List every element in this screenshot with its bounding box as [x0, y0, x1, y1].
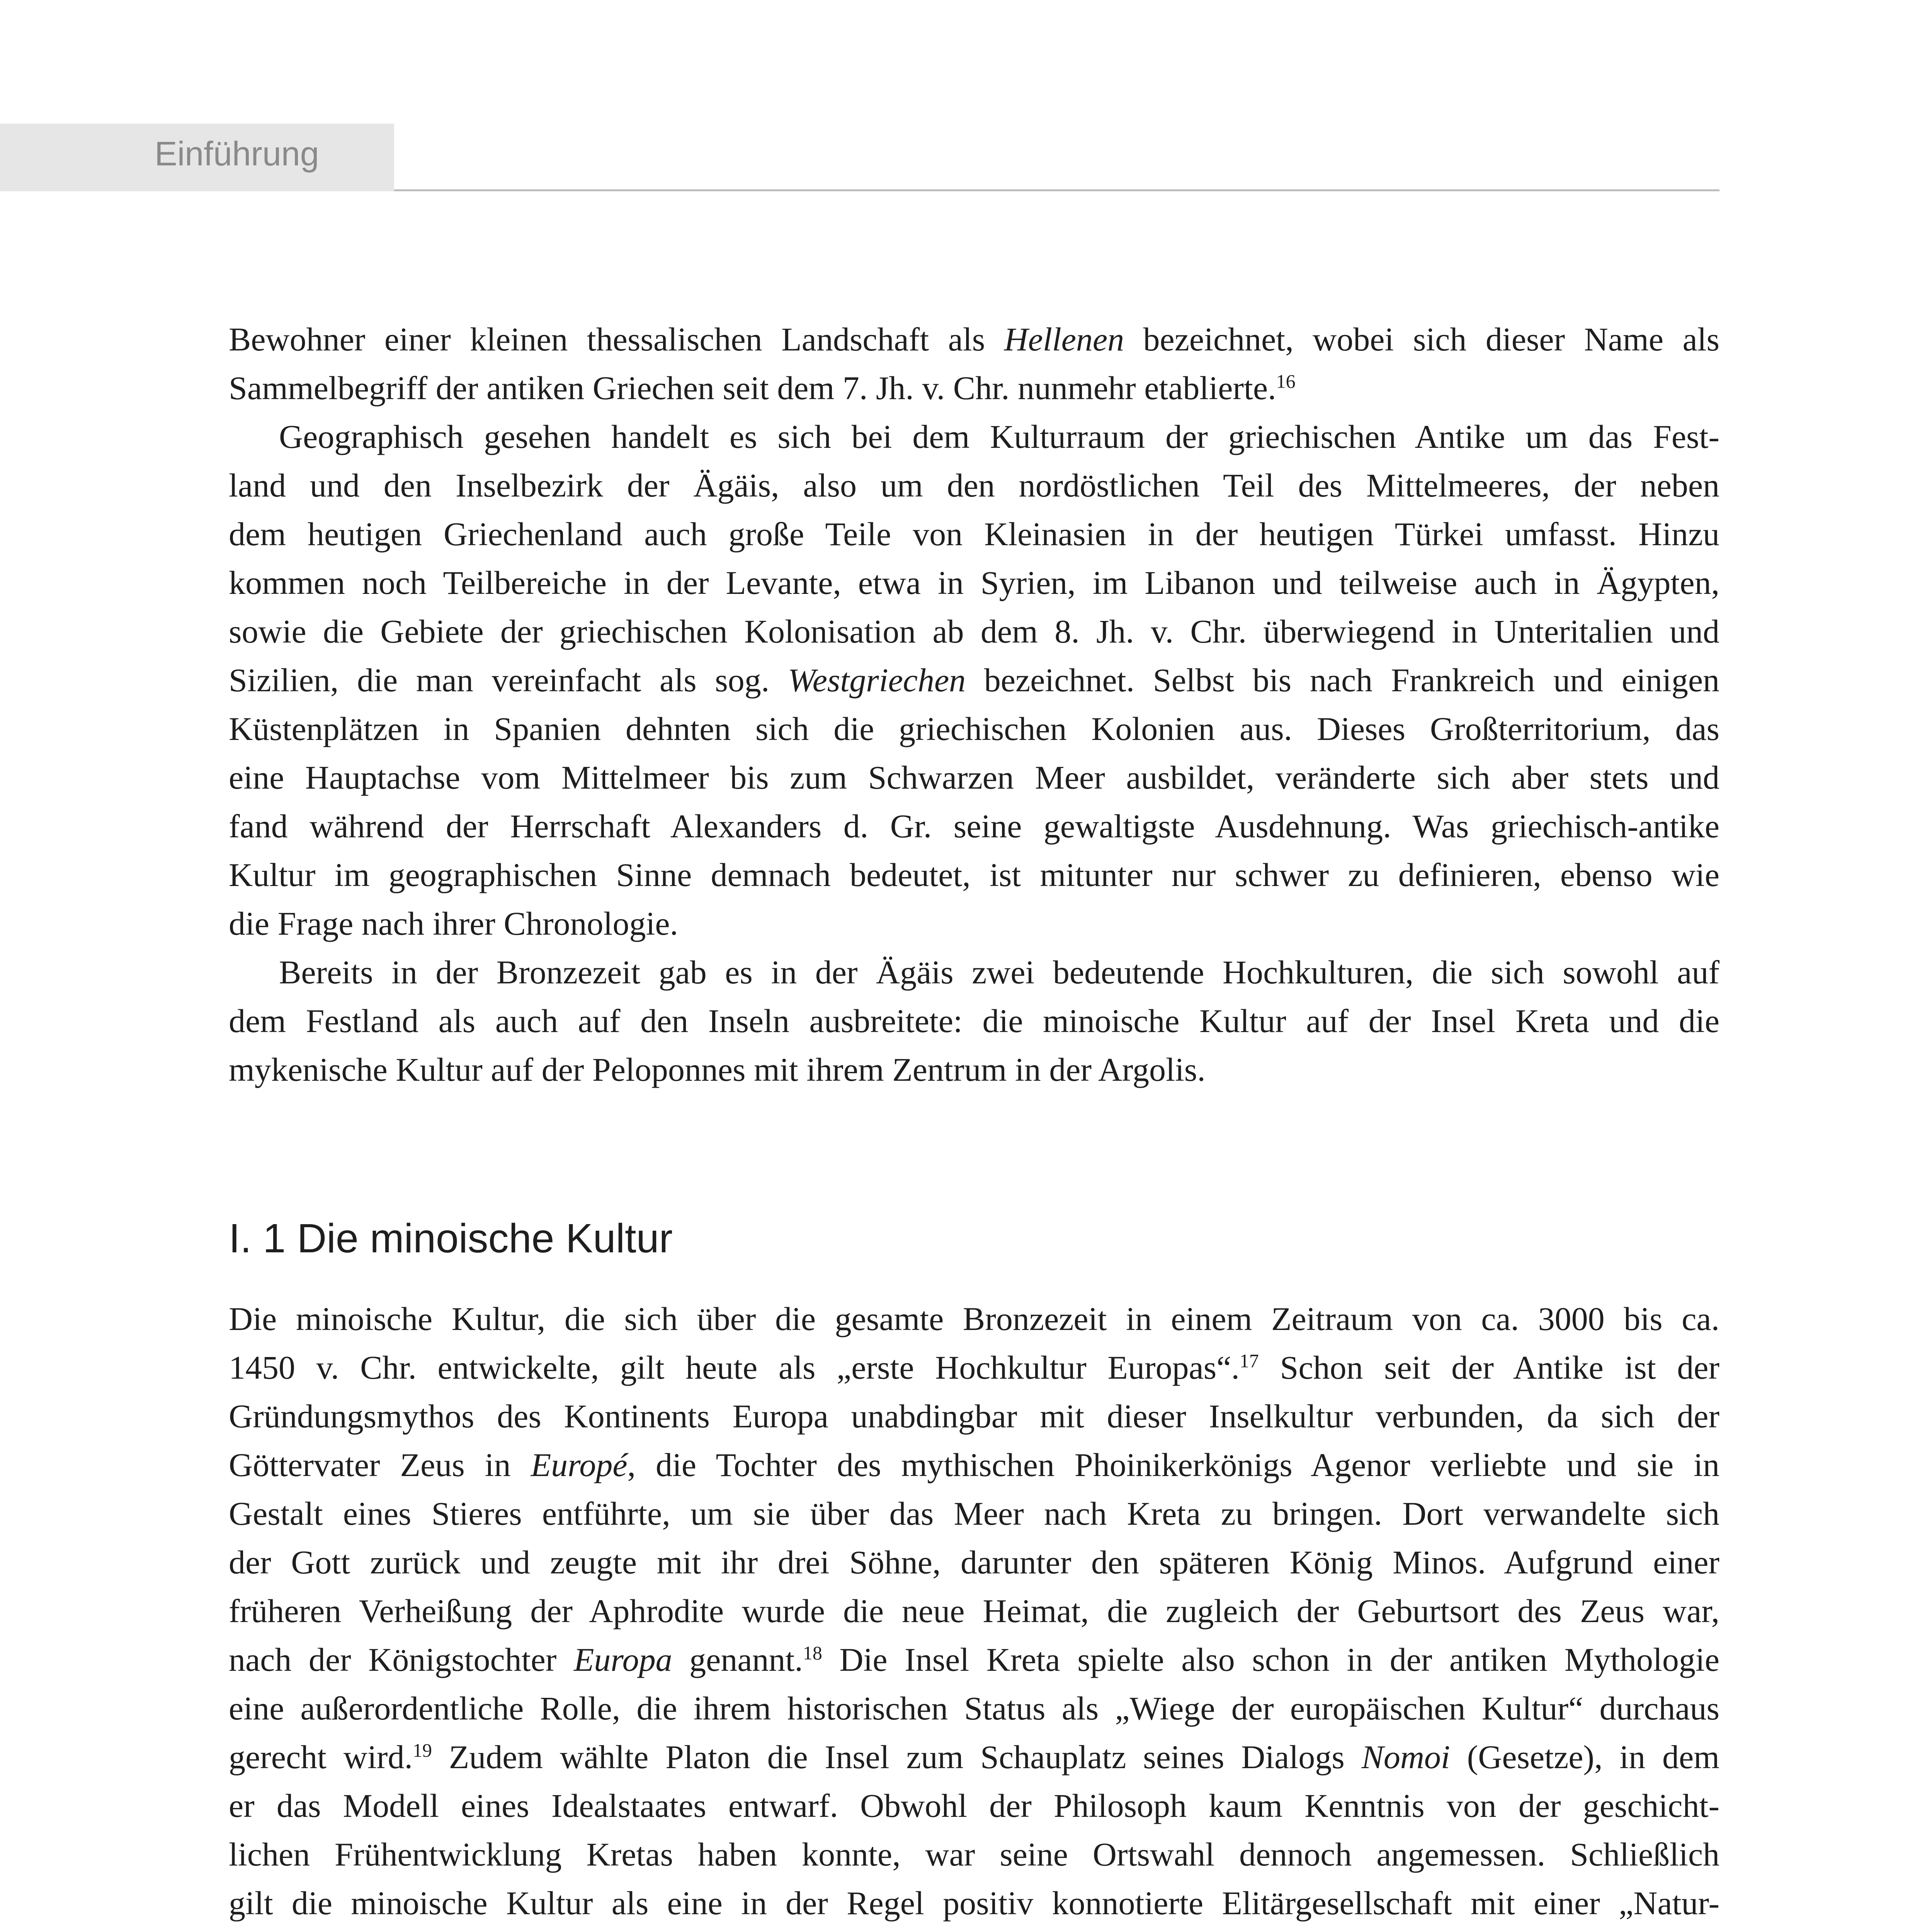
- text-line: [229, 899, 1719, 948]
- text-run: gerecht wird.: [229, 1738, 413, 1776]
- text-run: , die Tochter des mythischen Phoinikerkönigs Agenor verliebte und sie in: [627, 1446, 1719, 1483]
- text-run: genannt.: [672, 1641, 803, 1678]
- text-line: [229, 558, 1719, 607]
- text-line: [229, 948, 1719, 997]
- text-run: eine Hauptachse vom Mittelmeer bis zum Schwarzen Meer ausbildet, veränderte sich aber stets und: [229, 759, 1719, 796]
- text-run: Bereits in der Bronzezeit gab es in der Ägäis zwei bedeutende Hochkulturen, die sich sowohl auf: [279, 954, 1719, 991]
- text-line: [229, 1538, 1719, 1587]
- text-run: kommen noch Teilbereiche in der Levante, etwa in Syrien, im Libanon und teilweise auch in Ägypten,: [229, 564, 1719, 601]
- text-run: eine außerordentliche Rolle, die ihrem historischen Status als „Wiege der europäischen Kultur“ durchaus: [229, 1690, 1719, 1727]
- text-line: [229, 704, 1719, 753]
- text-line: [229, 1830, 1719, 1879]
- text-line: [229, 997, 1719, 1045]
- text-run: der Gott zurück und zeugte mit ihr drei Söhne, darunter den späteren König Minos. Aufgrund einer: [229, 1544, 1719, 1581]
- text-line: [229, 1294, 1719, 1343]
- text-line: [229, 1587, 1719, 1635]
- text-run: die Frage nach ihrer Chronologie.: [229, 905, 679, 942]
- text-line: [229, 364, 1719, 412]
- italic-term: Europé: [531, 1446, 628, 1483]
- text-run: sowie die Gebiete der griechischen Kolonisation ab dem 8. Jh. v. Chr. überwiegend in Unteritalien und: [229, 613, 1719, 650]
- text-run: (Gesetze), in dem: [1450, 1738, 1720, 1776]
- text-run: Zudem wählte Platon die Insel zum Schauplatz seines Dialogs: [432, 1738, 1362, 1776]
- text-line: [229, 1392, 1719, 1440]
- text-run: gilt die minoische Kultur als eine in der Regel positiv konnotierte Elitärgesellschaft mit einer „Natur-: [229, 1884, 1719, 1922]
- italic-term: Nomoi: [1361, 1738, 1450, 1776]
- text-run: Kultur im geographischen Sinne demnach bedeutet, ist mitunter nur schwer zu definieren, ebenso wie: [229, 856, 1719, 893]
- paragraph-intro: [229, 315, 1719, 412]
- text-run: mykenische Kultur auf der Peloponnes mit ihrem Zentrum in der Argolis.: [229, 1051, 1206, 1088]
- text-line: [229, 1045, 1719, 1094]
- text-line: [229, 461, 1719, 510]
- text-run: früheren Verheißung der Aphrodite wurde die neue Heimat, die zugleich der Geburtsort des Zeus war,: [229, 1592, 1719, 1629]
- italic-term: Hellenen: [1004, 321, 1124, 358]
- text-line: [229, 1684, 1719, 1733]
- text-run: fand während der Herrschaft Alexanders d. Gr. seine gewaltigste Ausdehnung. Was griechisch-antike: [229, 808, 1719, 845]
- text-run: dem Festland als auch auf den Inseln ausbreitete: die minoische Kultur auf der Insel Kreta und die: [229, 1002, 1719, 1039]
- text-run: Sammelbegriff der antiken Griechen seit dem 7. Jh. v. Chr. nunmehr etablierte.: [229, 369, 1276, 406]
- paragraph-minoan-culture: [229, 1294, 1719, 1932]
- text-run: er das Modell eines Idealstaates entwarf. Obwohl der Philosoph kaum Kenntnis von der geschicht-: [229, 1787, 1719, 1824]
- footnote-ref: 17: [1239, 1350, 1259, 1372]
- footnote-ref: 19: [412, 1739, 432, 1761]
- text-line: [229, 1927, 1719, 1932]
- text-run: Gründungsmythos des Kontinents Europa unabdingbar mit dieser Inselkultur verbunden, da sich der: [229, 1398, 1719, 1435]
- footnote-ref: 16: [1276, 370, 1296, 392]
- text-line: [229, 1733, 1719, 1781]
- text-run: Schon seit der Antike ist der: [1259, 1349, 1720, 1386]
- text-run: land und den Inselbezirk der Ägäis, also um den nordöstlichen Teil des Mittelmeeres, der neben: [229, 467, 1719, 504]
- text-line: [229, 850, 1719, 899]
- italic-term: Westgriechen: [788, 662, 966, 699]
- text-run: bezeichnet. Selbst bis nach Frankreich und einigen: [966, 662, 1719, 699]
- italic-term: Europa: [573, 1641, 672, 1678]
- text-line: [229, 1489, 1719, 1538]
- section-heading: I. 1 Die minoische Kultur: [229, 1216, 673, 1261]
- paragraph-geography: [229, 412, 1719, 948]
- text-line: [229, 315, 1719, 364]
- text-line: [229, 412, 1719, 461]
- text-line: [229, 1635, 1719, 1684]
- text-line: [229, 1440, 1719, 1489]
- text-run: Göttervater Zeus in: [229, 1446, 531, 1483]
- text-run: bezeichnet, wobei sich dieser Name als: [1124, 321, 1720, 358]
- text-line: [229, 656, 1719, 704]
- text-run: lichen Frühentwicklung Kretas haben konnte, war seine Ortswahl dennoch angemessen. Schließlich: [229, 1836, 1719, 1873]
- footnote-ref: 18: [803, 1642, 822, 1664]
- text-line: [229, 510, 1719, 558]
- text-run: nach der Königstochter: [229, 1641, 574, 1678]
- text-line: [229, 1343, 1719, 1392]
- paragraph-bronze-age: [229, 948, 1719, 1094]
- text-run: dem heutigen Griechenland auch große Teile von Kleinasien in der heutigen Türkei umfasst. Hinzu: [229, 515, 1719, 553]
- text-run: Gestalt eines Stieres entführte, um sie über das Meer nach Kreta zu bringen. Dort verwandelte sich: [229, 1495, 1719, 1532]
- text-run: Sizilien, die man vereinfacht als sog.: [229, 662, 788, 699]
- text-line: [229, 1879, 1719, 1927]
- text-run: Geographisch gesehen handelt es sich bei dem Kulturraum der griechischen Antike um das Fest-: [279, 418, 1719, 455]
- text-line: [229, 753, 1719, 802]
- text-run: Die Insel Kreta spielte also schon in der antiken Mythologie: [822, 1641, 1719, 1678]
- header-rule: [394, 189, 1719, 191]
- text-run: 1450 v. Chr. entwickelte, gilt heute als „erste Hochkultur Europas“.: [229, 1349, 1240, 1386]
- text-run: Die minoische Kultur, die sich über die gesamte Bronzezeit in einem Zeitraum von ca. 3000 bis ca.: [229, 1300, 1719, 1337]
- text-line: [229, 802, 1719, 850]
- text-run: Bewohner einer kleinen thessalischen Landschaft als: [229, 321, 1004, 358]
- running-header-title: Einführung: [155, 134, 319, 173]
- text-line: [229, 1781, 1719, 1830]
- text-line: [229, 607, 1719, 656]
- text-run: Küstenplätzen in Spanien dehnten sich die griechischen Kolonien aus. Dieses Großterritorium, das: [229, 710, 1719, 747]
